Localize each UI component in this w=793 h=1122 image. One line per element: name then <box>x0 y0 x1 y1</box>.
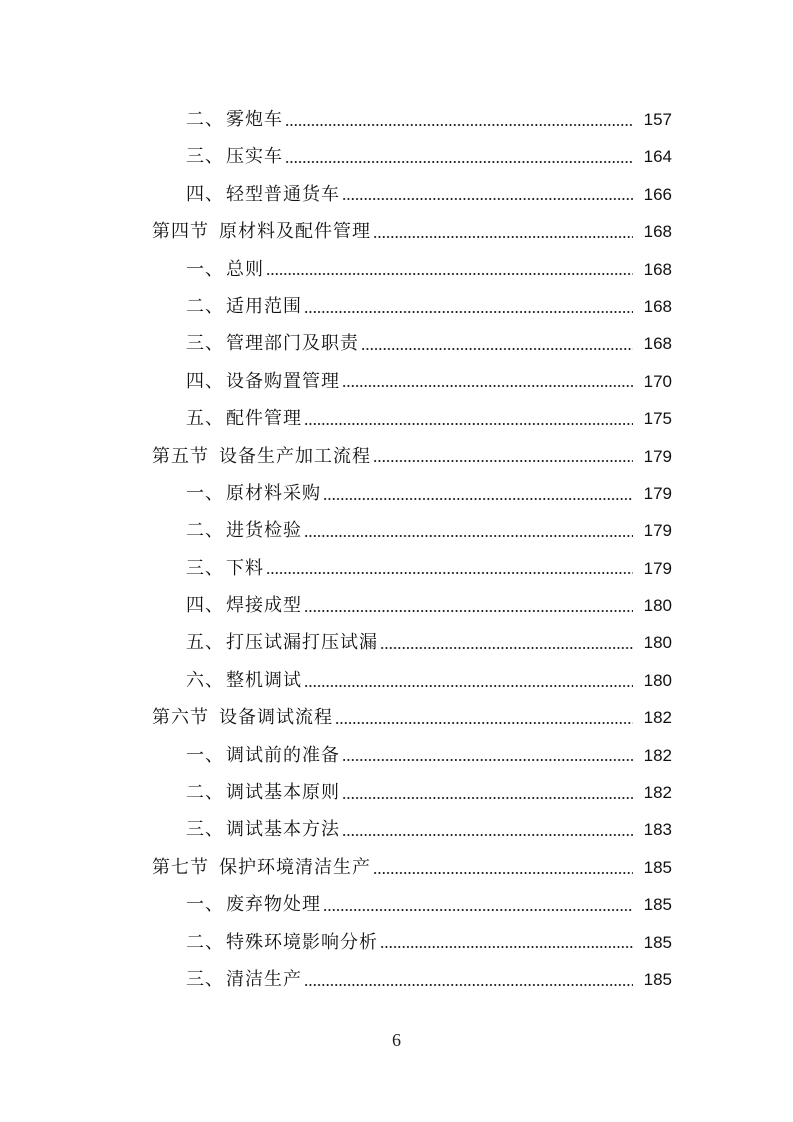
toc-entry-page: 180 <box>643 596 672 616</box>
toc-entry-page: 179 <box>643 446 672 466</box>
toc-entry[interactable] <box>0 737 793 774</box>
toc-entry[interactable] <box>0 774 793 811</box>
toc-section-entry[interactable] <box>0 438 793 475</box>
toc-entry[interactable] <box>0 512 793 549</box>
toc-entry-number: 三、 <box>186 968 224 990</box>
toc-entry-number: 四、 <box>186 370 224 392</box>
toc-section-number: 第七节 <box>152 856 209 878</box>
toc-entry-page: 179 <box>643 558 672 578</box>
toc-entry[interactable] <box>0 176 793 213</box>
toc-entry-page: 164 <box>643 147 672 167</box>
toc-entry-page: 182 <box>643 708 672 728</box>
toc-entry-page: 168 <box>643 222 672 242</box>
toc-entry-title: 打压试漏打压试漏 <box>226 632 378 654</box>
toc-entry[interactable] <box>0 961 793 998</box>
toc-entry[interactable] <box>0 662 793 699</box>
dot-leader <box>373 228 633 246</box>
dot-leader <box>266 564 633 582</box>
toc-entry-number: 一、 <box>186 482 224 504</box>
dot-leader <box>342 826 633 844</box>
toc-entry-page: 170 <box>643 371 672 391</box>
toc-section-number: 第六节 <box>152 707 209 729</box>
toc-entry-number: 三、 <box>186 819 224 841</box>
toc-entry-number: 四、 <box>186 595 224 617</box>
dot-leader <box>342 789 633 807</box>
dot-leader <box>342 190 633 208</box>
toc-entry-number: 三、 <box>186 333 224 355</box>
toc-entry-number: 二、 <box>186 295 224 317</box>
toc-entry-page: 168 <box>643 334 672 354</box>
toc-entry-title: 调试基本方法 <box>226 819 340 841</box>
toc-entry[interactable] <box>0 325 793 362</box>
dot-leader <box>304 677 633 695</box>
toc-entry-number: 二、 <box>186 782 224 804</box>
dot-leader <box>380 938 633 956</box>
dot-leader <box>323 901 633 919</box>
toc-entry-page: 179 <box>643 483 672 503</box>
toc-section-title: 原材料及配件管理 <box>219 221 371 243</box>
toc-entry-number: 六、 <box>186 669 224 691</box>
toc-entry-page: 180 <box>643 670 672 690</box>
dot-leader <box>342 751 633 769</box>
toc-entry-page: 175 <box>643 409 672 429</box>
toc-entry-number: 一、 <box>186 894 224 916</box>
dot-leader <box>342 377 633 395</box>
toc-entry-title: 清洁生产 <box>226 968 302 990</box>
toc-section-entry[interactable] <box>0 849 793 886</box>
dot-leader <box>373 452 633 470</box>
toc-section-entry[interactable] <box>0 699 793 736</box>
toc-section-title: 保护环境清洁生产 <box>219 856 371 878</box>
toc-entry-title: 特殊环境影响分析 <box>226 931 378 953</box>
toc-entry[interactable] <box>0 101 793 138</box>
toc-entry[interactable] <box>0 251 793 288</box>
toc-entry-title: 下料 <box>226 557 264 579</box>
dot-leader <box>304 602 633 620</box>
toc-entry-page: 179 <box>643 521 672 541</box>
toc-section-entry[interactable] <box>0 213 793 250</box>
toc-entry-page: 166 <box>643 184 672 204</box>
toc-entry-title: 配件管理 <box>226 408 302 430</box>
toc-entry-title: 设备购置管理 <box>226 370 340 392</box>
toc-entry-title: 管理部门及职责 <box>226 333 359 355</box>
toc-entry-page: 185 <box>643 969 672 989</box>
toc-entry[interactable] <box>0 475 793 512</box>
toc-entry-page: 182 <box>643 783 672 803</box>
page-number: 6 <box>392 1030 401 1050</box>
toc-entry[interactable] <box>0 138 793 175</box>
dot-leader <box>335 714 633 732</box>
toc-entry-title: 调试基本原则 <box>226 782 340 804</box>
dot-leader <box>266 265 633 283</box>
toc-entry-number: 三、 <box>186 557 224 579</box>
toc-entry[interactable] <box>0 886 793 923</box>
toc-section-title: 设备调试流程 <box>219 707 333 729</box>
dot-leader <box>304 415 633 433</box>
toc-entry-page: 168 <box>643 259 672 279</box>
toc-entry-number: 五、 <box>186 632 224 654</box>
toc-entry-number: 三、 <box>186 146 224 168</box>
toc-section-number: 第四节 <box>152 221 209 243</box>
dot-leader <box>361 340 633 358</box>
toc-entry-title: 压实车 <box>226 146 283 168</box>
dot-leader <box>304 303 633 321</box>
toc-entry-number: 二、 <box>186 931 224 953</box>
toc-entry[interactable] <box>0 400 793 437</box>
toc-entry-number: 一、 <box>186 258 224 280</box>
toc-entry-page: 183 <box>643 820 672 840</box>
toc-entry[interactable] <box>0 924 793 961</box>
toc-entry-title: 原材料采购 <box>226 482 321 504</box>
dot-leader <box>380 639 633 657</box>
dot-leader <box>304 976 633 994</box>
toc-entry-number: 二、 <box>186 520 224 542</box>
toc-entry-page: 180 <box>643 633 672 653</box>
toc-entry-title: 进货检验 <box>226 520 302 542</box>
toc-entry-page: 182 <box>643 745 672 765</box>
toc-entry-title: 焊接成型 <box>226 595 302 617</box>
toc-entry[interactable] <box>0 624 793 661</box>
toc-entry-number: 四、 <box>186 183 224 205</box>
toc-entry[interactable] <box>0 587 793 624</box>
toc-entry-title: 整机调试 <box>226 669 302 691</box>
toc-entry-number: 二、 <box>186 109 224 130</box>
toc-entry-page: 185 <box>643 895 672 915</box>
toc-entry[interactable] <box>0 363 793 400</box>
toc-entry-title: 调试前的准备 <box>226 744 340 766</box>
toc-entry-title: 废弃物处理 <box>226 894 321 916</box>
toc-section-number: 第五节 <box>152 445 209 467</box>
toc-entry[interactable] <box>0 811 793 848</box>
toc-entry-number: 五、 <box>186 408 224 430</box>
dot-leader <box>285 153 633 171</box>
dot-leader <box>373 864 633 882</box>
toc-entry-title: 雾炮车 <box>226 109 283 130</box>
toc-entry-title: 总则 <box>226 258 264 280</box>
toc-entry[interactable] <box>0 550 793 587</box>
dot-leader <box>323 490 633 508</box>
toc-entry-title: 轻型普通货车 <box>226 183 340 205</box>
toc-section-title: 设备生产加工流程 <box>219 445 371 467</box>
toc-entry-page: 185 <box>643 857 672 877</box>
toc-entry-page: 157 <box>643 110 672 129</box>
toc-entry-page: 168 <box>643 296 672 316</box>
table-of-contents <box>0 101 793 998</box>
toc-entry-title: 适用范围 <box>226 295 302 317</box>
dot-leader <box>304 527 633 545</box>
dot-leader <box>285 116 633 134</box>
toc-entry-number: 一、 <box>186 744 224 766</box>
toc-entry[interactable] <box>0 288 793 325</box>
toc-entry-page: 185 <box>643 932 672 952</box>
